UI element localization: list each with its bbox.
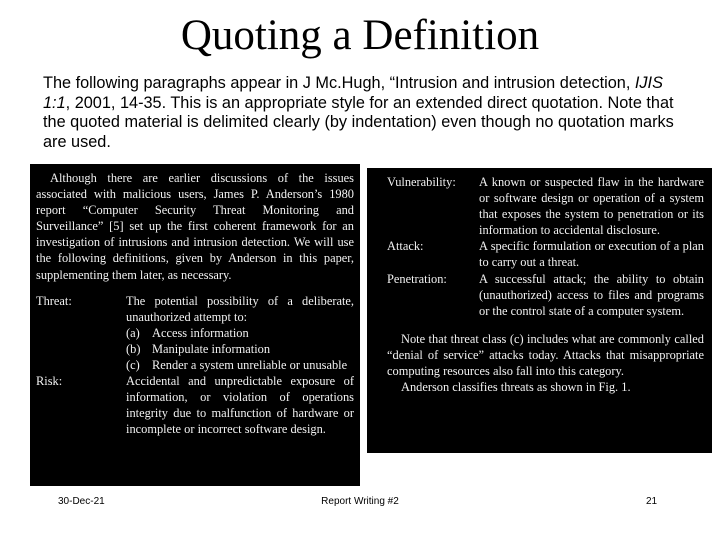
intro-paragraph: [43, 74, 683, 152]
definition-risk: [36, 373, 354, 437]
spacer: [387, 319, 704, 331]
definition-term: Attack:: [387, 239, 424, 254]
definition-term: Penetration:: [387, 271, 447, 286]
threat-item-mark: (a): [126, 325, 140, 340]
definition-desc: A successful attack; the ability to obtain (unauthorized) access to files and programs or the control state of a computer system.: [479, 271, 704, 318]
threat-item-mark: (c): [126, 358, 140, 373]
definition-penetration: [387, 271, 704, 319]
intro-text-after: , 2001, 14-35. This is an appropriate style for an extended direct quotation. Note that the quoted material is delimited clearly (by indentation) even though no quotation marks are used.: [43, 93, 674, 151]
slide-title: Quoting a Definition: [180, 12, 540, 59]
threat-item: [126, 325, 354, 341]
definition-attack: [387, 238, 704, 270]
page-number: 21: [646, 496, 658, 507]
quoted-paragraph: Although there are earlier discussions of the issues associated with malicious users, James P. Anderson’s 1980 report “Computer Security Threat Monitoring and Surveillance” [5] set up the first coherent framework for an investigation of intrusions and intrusion detection. We will use the following definitions, given by Anderson in this paper, supplementing them later, as necessary.: [36, 171, 354, 282]
definition-threat: [36, 293, 354, 373]
quoted-scan-left: [30, 164, 360, 486]
definition-list-left: [36, 293, 354, 438]
definition-term: Risk:: [36, 374, 63, 389]
definition-desc: A specific formulation or execution of a plan to carry out a threat.: [479, 239, 704, 270]
threat-item: [126, 357, 354, 373]
journal-name: IJIS 1:1: [43, 74, 663, 112]
footer-title: Report Writing #2: [321, 496, 399, 507]
definition-desc: [126, 293, 354, 373]
quoted-paragraph: Anderson classifies threats as shown in Fig. 1.: [401, 380, 631, 395]
threat-item-text: Render a system unreliable or unusable: [152, 358, 348, 373]
intro-text-before: The following paragraphs appear in J Mc.Hugh, “Intrusion and intrusion detection,: [43, 74, 635, 92]
quoted-scan-right: [367, 168, 712, 453]
threat-desc: The potential possibility of a deliberate, unauthorized attempt to:: [126, 293, 354, 324]
threat-item-text: Manipulate information: [152, 341, 271, 356]
definition-desc: Accidental and unpredictable exposure of information, or violation of operations integrity due to malfunction of hardware or incomplete or incorrect software design.: [126, 374, 354, 437]
threat-item: [126, 341, 354, 357]
definition-term: Vulnerability:: [387, 175, 456, 189]
threat-item-mark: (b): [126, 341, 141, 356]
definition-term: Threat:: [36, 293, 72, 308]
threat-item-text: Access information: [152, 325, 249, 340]
definition-vulnerability: [387, 174, 704, 238]
definition-desc: A known or suspected flaw in the hardware or software design or operation of a system that exposes the system to penetration or its information to accidental disclosure.: [479, 175, 704, 238]
footer-date: 30-Dec-21: [58, 496, 105, 507]
quoted-paragraph: Note that threat class (c) includes what are commonly called “denial of service” attacks today. Attacks that misappropriate computing resources also fall into this category.: [387, 331, 704, 379]
